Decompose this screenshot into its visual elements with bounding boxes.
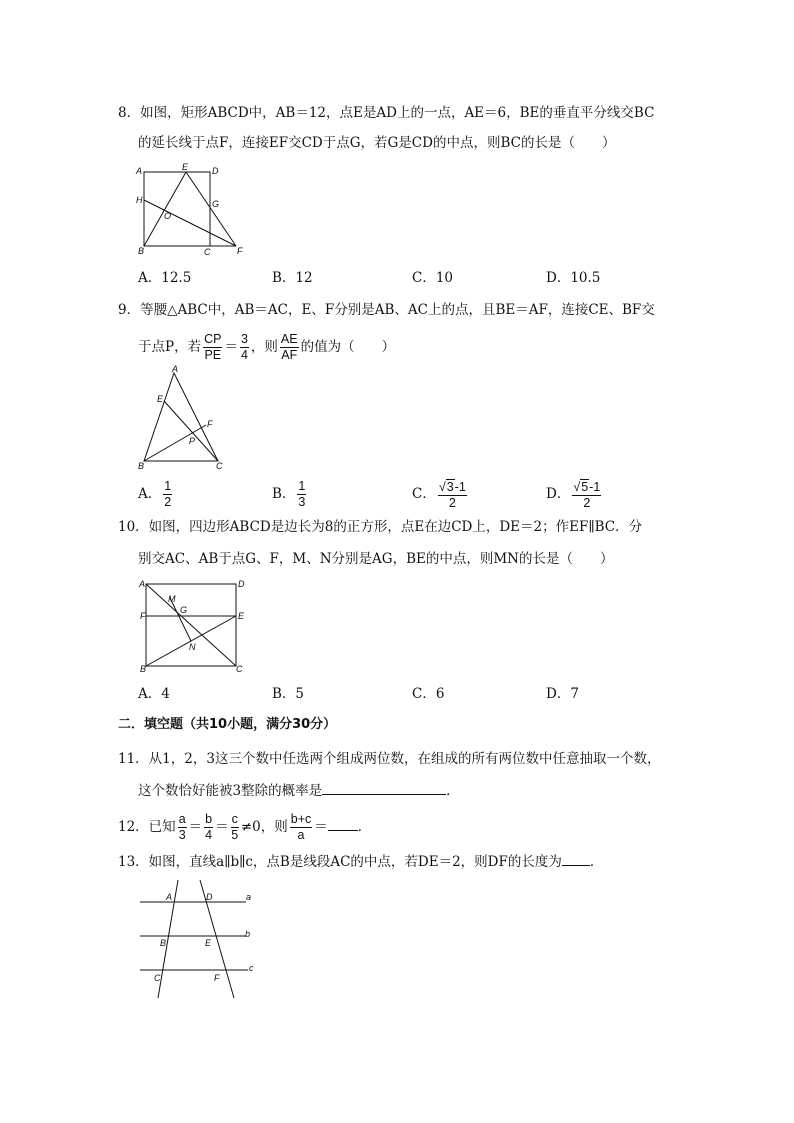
q9-label-b: B (138, 461, 145, 471)
q13-figure (132, 876, 262, 1002)
q13-label-e: E (205, 938, 212, 948)
q10-text-line2: 别交AC、AB于点G、F，M、N分别是AG，BE的中点，则MN的长是（ ） (138, 551, 614, 567)
q10-label-b: B (140, 664, 147, 674)
q10-label-f: F (140, 611, 146, 621)
q10-label-g: G (180, 605, 188, 615)
q10-text-line1: 10．如图，四边形ABCD是边长为8的正方形，点E在边CD上，DE＝2；作EF∥BC．分 (118, 519, 643, 535)
q9-fraction-3-4: $\frac{3}{4}$ (240, 332, 248, 362)
q8-label-o: O (164, 211, 172, 221)
q9-option-b: B． $\frac{1}{3}$ (272, 479, 306, 509)
section-heading-fill-in: 二．填空题（共10小题，满分30分） (118, 717, 337, 732)
q10-label-e: E (238, 611, 245, 621)
q12-fraction-bc-a: $\frac{b+c}{a}$ (290, 812, 312, 842)
q11-answer-blank[interactable] (322, 780, 446, 795)
q8-label-c: C (204, 247, 211, 257)
q13-label-b-line: b (245, 929, 251, 939)
q9-figure (132, 365, 232, 473)
q13-label-a: A (166, 892, 173, 902)
q10-label-n: N (189, 642, 196, 652)
q13-text: 13．如图，直线a∥b∥c，点B是线段AC的中点，若DE＝2，则DF的长度为 ． (118, 851, 603, 872)
q8-rectangle (144, 172, 210, 246)
q10-label-d: D (238, 579, 245, 589)
q9-label-p: P (189, 436, 196, 446)
q10-label-a: A (139, 579, 146, 589)
q8-option-b: B．12 (272, 270, 313, 286)
q9-fraction-ae-af: $\frac{AE}{AF}$ (280, 332, 298, 362)
q10-diagonal-ac (146, 584, 236, 666)
q8-perpendicular-bisector (144, 200, 236, 246)
q9-line2-pre: 于点P，若 (138, 339, 202, 355)
q12-text: 12．已知 $\frac{a}{3}$ ＝ $\frac{b}{4}$ ＝ $\frac{c}{5}$ ≠0，则 $\frac{b+c}{a}$ ＝ ． (118, 812, 372, 842)
q8-segment-ef (186, 172, 236, 246)
q13-label-a-line: a (246, 892, 252, 902)
q8-text-line1: 8．如图，矩形ABCD中，AB＝12，点E是AD上的一点，AE＝6，BE的垂直平分线交BC (118, 105, 655, 121)
q10-option-b: B．5 (272, 686, 305, 702)
q8-label-a: A (136, 166, 143, 176)
q13-label-b: B (160, 938, 167, 948)
q8-label-g: G (212, 199, 220, 209)
q11-text-line1: 11．从1，2，3这三个数中任选两个组成两位数，在组成的所有两位数中任意抽取一个数， (118, 751, 661, 767)
q10-label-m: M (168, 594, 176, 604)
q13-label-c-line: c (249, 963, 254, 973)
q8-segment-be (144, 172, 186, 246)
q8-option-c: C．10 (412, 270, 454, 286)
q12-fraction-a-3: $\frac{a}{3}$ (178, 812, 186, 842)
q8-option-d: D．10.5 (546, 270, 601, 286)
q11-text-line2: 这个数恰好能被3整除的概率是 ． (138, 780, 460, 801)
q9-triangle-abc (144, 373, 218, 461)
q8-option-a: A．12.5 (138, 270, 192, 286)
q9-label-e: E (157, 394, 164, 404)
q8-text-line2: 的延长线于点F，连接EF交CD于点G，若G是CD的中点，则BC的长是（ ） (138, 135, 616, 151)
q9-option-d: D． $\frac{√5-1}{2}$ (546, 479, 601, 510)
q13-label-c: C (154, 973, 161, 983)
q8-label-b: B (138, 246, 145, 256)
q13-answer-blank[interactable] (562, 851, 590, 866)
q9-text-line1: 9．等腰△ABC中，AB＝AC，E、F分别是AB、AC上的点，且BE＝AF，连接CE、BF交 (118, 302, 655, 318)
q9-fraction-cp-pe: $\frac{CP}{PE}$ (204, 332, 222, 362)
q9-segment-bf (144, 425, 206, 461)
q9-text-line2: 于点P，若 $\frac{CP}{PE}$ ＝ $\frac{3}{4}$ ，则 $\frac{AE}{AF}$ 的值为（ ） (138, 332, 396, 362)
q10-option-d: D．7 (546, 686, 579, 702)
q13-label-d: D (206, 892, 213, 902)
q10-figure (134, 576, 250, 676)
q12-fraction-c-5: $\frac{c}{5}$ (231, 812, 239, 842)
q9-label-f: F (207, 419, 213, 429)
q8-label-h: H (136, 195, 143, 205)
q9-segment-ce (164, 401, 218, 461)
q12-fraction-b-4: $\frac{b}{4}$ (205, 812, 213, 842)
q8-label-f: F (237, 246, 243, 256)
q8-figure (132, 160, 257, 260)
q10-option-a: A．4 (138, 686, 170, 702)
q13-label-f: F (214, 973, 220, 983)
q10-option-c: C．6 (412, 686, 445, 702)
q8-label-d: D (212, 166, 219, 176)
q9-option-c: C． $\frac{√3-1}{2}$ (412, 479, 466, 510)
q8-label-e: E (182, 162, 189, 172)
q12-answer-blank[interactable] (328, 816, 358, 831)
q9-label-c: C (216, 461, 223, 471)
q10-label-c: C (236, 664, 243, 674)
q9-option-a: A． $\frac{1}{2}$ (138, 479, 172, 509)
q9-label-a: A (172, 365, 179, 374)
